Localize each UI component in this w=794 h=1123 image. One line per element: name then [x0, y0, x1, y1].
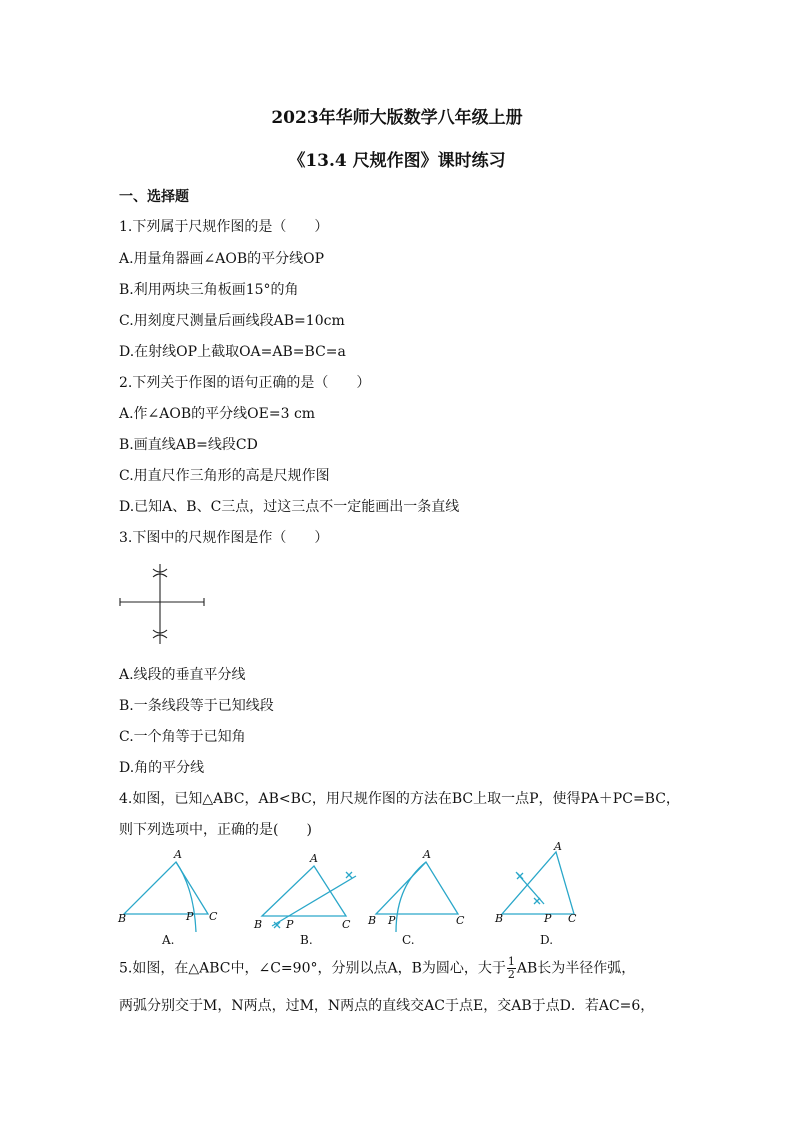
- fig-d-vertex-a: A: [554, 842, 562, 853]
- q1-option-d: D.在射线OP上截取OA=AB=BC=a: [119, 344, 346, 360]
- q3-stem: 3.下图中的尺规作图是作（ ）: [119, 530, 329, 546]
- q3-option-a: A.线段的垂直平分线: [119, 667, 246, 683]
- q1-stem: 1.下列属于尺规作图的是（ ）: [119, 219, 329, 235]
- fig-c-point-p: P: [388, 914, 396, 927]
- fig-d-vertex-b: B: [495, 912, 504, 925]
- q1-option-c: C.用刻度尺测量后画线段AB=10cm: [119, 313, 345, 329]
- q2-option-d: D.已知A、B、C三点，过这三点不一定能画出一条直线: [119, 499, 460, 515]
- q5-stem-line2: 两弧分别交于M，N两点，过M，N两点的直线交AC于点E，交AB于点D．若AC=6，: [119, 998, 655, 1014]
- fig-d-point-p: P: [544, 912, 552, 925]
- half-fraction: [507, 956, 516, 981]
- q2-option-a: A.作∠AOB的平分线OE=3 cm: [119, 406, 316, 422]
- fig-c-vertex-b: B: [368, 914, 377, 927]
- q2-option-b: B.画直线AB=线段CD: [119, 437, 258, 453]
- q4-stem-line2: 则下列选项中，正确的是( ): [119, 822, 312, 838]
- fig-a-vertex-a: A: [174, 848, 182, 861]
- document-subtitle: 《13.4 尺规作图》课时练习: [288, 151, 506, 171]
- fig-c-vertex-a: A: [423, 848, 431, 861]
- fig-b-vertex-a: A: [310, 852, 318, 865]
- fig-a-label: A.: [162, 933, 175, 947]
- q4-figures: [110, 842, 590, 950]
- q5-stem-line1: [119, 956, 635, 981]
- fig-a-vertex-c: C: [209, 910, 218, 923]
- q4-stem-line1: 4.如图，已知△ABC，AB<BC，用尺规作图的方法在BC上取一点P，使得PA＋PC=BC，: [119, 791, 680, 807]
- q3-option-d: D.角的平分线: [119, 760, 205, 776]
- q2-stem: 2.下列关于作图的语句正确的是（ ）: [119, 375, 371, 391]
- fig-d-vertex-c: C: [568, 912, 577, 925]
- fig-a-point-p: P: [186, 910, 194, 923]
- fraction-numerator: 1: [507, 955, 515, 968]
- q3-figure-perpendicular-bisector: [116, 560, 208, 650]
- fig-b-label: B.: [300, 933, 313, 947]
- q2-option-c: C.用直尺作三角形的高是尺规作图: [119, 468, 330, 484]
- section-heading: 一、选择题: [119, 189, 189, 205]
- q5-part1: 5.如图，在△ABC中，∠C=90°，分别以点A，B为圆心，大于: [119, 960, 506, 977]
- q3-option-b: B.一条线段等于已知线段: [119, 698, 274, 714]
- fig-a-vertex-b: B: [118, 912, 127, 925]
- fig-b-vertex-b: B: [254, 918, 263, 931]
- fraction-denominator: 2: [507, 968, 515, 981]
- q3-option-c: C.一个角等于已知角: [119, 729, 246, 745]
- fig-b-point-p: P: [286, 918, 294, 931]
- q5-part2: AB长为半径作弧，: [516, 960, 636, 977]
- fig-c-vertex-c: C: [456, 914, 465, 927]
- q1-option-a: A.用量角器画∠AOB的平分线OP: [119, 251, 325, 267]
- fig-c-label: C.: [402, 933, 415, 947]
- fig-d-label: D.: [540, 933, 554, 947]
- document-title: 2023年华师大版数学八年级上册: [271, 108, 523, 128]
- q1-option-b: B.利用两块三角板画15°的角: [119, 282, 299, 298]
- fig-b-vertex-c: C: [342, 918, 351, 931]
